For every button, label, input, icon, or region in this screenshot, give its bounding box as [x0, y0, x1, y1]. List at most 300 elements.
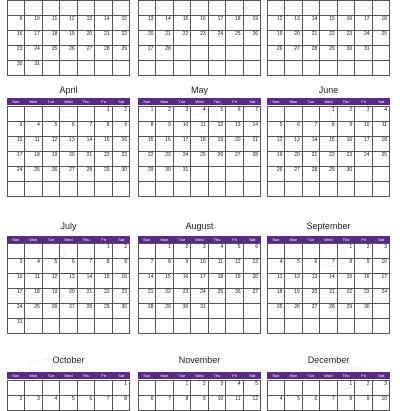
- day-cell: 8: [156, 259, 173, 274]
- day-cell: 17: [25, 31, 42, 46]
- day-cell: 24: [373, 289, 390, 304]
- day-cell: 1: [95, 244, 112, 259]
- day-cell: 31: [25, 61, 42, 76]
- day-cell: [43, 182, 60, 197]
- day-cell: [25, 381, 42, 396]
- day-cell: 15: [95, 274, 112, 289]
- day-cell: [209, 319, 226, 334]
- month-grid: [138, 380, 261, 411]
- month-title: September: [306, 221, 351, 231]
- day-cell: [303, 107, 320, 122]
- day-cell: 13: [226, 122, 243, 137]
- day-cell: 9: [355, 396, 372, 411]
- day-cell: [43, 381, 60, 396]
- day-cell: 22: [95, 152, 112, 167]
- day-cell: 21: [95, 31, 112, 46]
- day-cell: 6: [60, 122, 77, 137]
- day-cell: 1: [338, 381, 355, 396]
- weekday-label: Sat: [249, 237, 256, 242]
- day-cell: 15: [320, 137, 337, 152]
- day-cell: 26: [226, 289, 243, 304]
- weekday-label: Sun: [12, 99, 20, 104]
- day-cell: 11: [268, 274, 285, 289]
- weekday-label: Wed: [324, 99, 333, 104]
- day-cell: 17: [355, 16, 372, 31]
- month-title: October: [52, 355, 85, 365]
- day-cell: 28: [244, 152, 261, 167]
- day-cell: [338, 319, 355, 334]
- day-cell: 17: [355, 137, 372, 152]
- day-cell: 10: [209, 396, 226, 411]
- day-cell: 14: [244, 122, 261, 137]
- day-cell: 17: [209, 16, 226, 31]
- day-cell: 5: [226, 244, 243, 259]
- day-cell: 13: [60, 137, 77, 152]
- day-cell: [25, 107, 42, 122]
- day-cell: 19: [268, 31, 285, 46]
- weekday-label: Mon: [160, 99, 169, 104]
- day-cell: 7: [303, 122, 320, 137]
- month-grid: [267, 380, 390, 411]
- day-cell: 26: [244, 31, 261, 46]
- month-grid: [138, 0, 261, 76]
- day-cell: 4: [209, 244, 226, 259]
- day-cell: 27: [303, 304, 320, 319]
- day-cell: 24: [191, 289, 208, 304]
- day-cell: 29: [113, 46, 130, 61]
- day-cell: [373, 304, 390, 319]
- day-cell: 25: [191, 152, 208, 167]
- day-cell: 22: [320, 152, 337, 167]
- day-cell: [268, 381, 285, 396]
- day-cell: 29: [156, 304, 173, 319]
- weekday-label: Tue: [47, 237, 55, 242]
- day-cell: [355, 1, 372, 16]
- day-cell: 3: [8, 259, 25, 274]
- day-cell: [78, 319, 95, 334]
- day-cell: 9: [174, 259, 191, 274]
- day-cell: 18: [25, 152, 42, 167]
- day-cell: [191, 182, 208, 197]
- month-grid: [7, 0, 130, 76]
- day-cell: 15: [320, 16, 337, 31]
- day-cell: [174, 61, 191, 76]
- day-cell: 29: [139, 167, 156, 182]
- day-cell: [303, 244, 320, 259]
- day-cell: 7: [95, 396, 112, 411]
- day-cell: 12: [268, 137, 285, 152]
- day-cell: 21: [78, 152, 95, 167]
- day-cell: 21: [244, 137, 261, 152]
- weekday-label: Fri: [101, 237, 106, 242]
- weekday-label: Thu: [82, 99, 90, 104]
- day-cell: [373, 46, 390, 61]
- day-cell: 20: [226, 137, 243, 152]
- day-cell: 3: [373, 381, 390, 396]
- day-cell: 2: [338, 107, 355, 122]
- day-cell: [8, 244, 25, 259]
- day-cell: 17: [191, 274, 208, 289]
- day-cell: 18: [25, 289, 42, 304]
- day-cell: 8: [320, 122, 337, 137]
- day-cell: 7: [156, 396, 173, 411]
- day-cell: 27: [60, 167, 77, 182]
- day-cell: 6: [244, 244, 261, 259]
- day-cell: 17: [373, 274, 390, 289]
- day-cell: 23: [113, 289, 130, 304]
- day-cell: 23: [174, 289, 191, 304]
- day-cell: 27: [78, 46, 95, 61]
- day-cell: 1: [320, 107, 337, 122]
- day-cell: 7: [244, 107, 261, 122]
- day-cell: [268, 107, 285, 122]
- day-cell: 30: [156, 167, 173, 182]
- day-cell: 30: [338, 46, 355, 61]
- day-cell: 5: [209, 107, 226, 122]
- weekday-label: Fri: [361, 373, 366, 378]
- day-cell: [78, 61, 95, 76]
- day-cell: 4: [226, 381, 243, 396]
- day-cell: [174, 1, 191, 16]
- day-cell: 15: [338, 274, 355, 289]
- day-cell: 20: [60, 152, 77, 167]
- weekday-label: Thu: [82, 373, 90, 378]
- month-grid: [7, 380, 130, 411]
- day-cell: 1: [113, 381, 130, 396]
- weekday-header: [7, 236, 130, 243]
- day-cell: 7: [78, 259, 95, 274]
- day-cell: 28: [303, 167, 320, 182]
- day-cell: [285, 61, 302, 76]
- day-cell: [320, 319, 337, 334]
- day-cell: 26: [43, 304, 60, 319]
- weekday-label: Thu: [82, 237, 90, 242]
- day-cell: [209, 46, 226, 61]
- day-cell: 12: [60, 16, 77, 31]
- month-grid: [7, 106, 130, 197]
- day-cell: 20: [139, 31, 156, 46]
- day-cell: 2: [156, 107, 173, 122]
- day-cell: 9: [8, 16, 25, 31]
- day-cell: [209, 167, 226, 182]
- month-title: May: [190, 85, 208, 95]
- day-cell: 21: [78, 289, 95, 304]
- day-cell: 27: [226, 152, 243, 167]
- day-cell: [8, 182, 25, 197]
- day-cell: 29: [338, 304, 355, 319]
- weekday-label: Sun: [272, 373, 280, 378]
- day-cell: 6: [139, 396, 156, 411]
- day-cell: [43, 1, 60, 16]
- weekday-header: [138, 372, 261, 379]
- month-grid: [267, 0, 390, 76]
- day-cell: 22: [320, 31, 337, 46]
- day-cell: 11: [25, 274, 42, 289]
- day-cell: 4: [25, 122, 42, 137]
- day-cell: [113, 319, 130, 334]
- day-cell: 8: [113, 396, 130, 411]
- day-cell: [139, 319, 156, 334]
- day-cell: 10: [373, 259, 390, 274]
- day-cell: 11: [25, 137, 42, 152]
- day-cell: 10: [191, 259, 208, 274]
- day-cell: 3: [191, 244, 208, 259]
- day-cell: 3: [8, 122, 25, 137]
- day-cell: [8, 107, 25, 122]
- day-cell: [60, 61, 77, 76]
- day-cell: 2: [113, 107, 130, 122]
- day-cell: 30: [113, 167, 130, 182]
- day-cell: 4: [191, 107, 208, 122]
- day-cell: 17: [8, 289, 25, 304]
- day-cell: 24: [209, 31, 226, 46]
- weekday-label: Mon: [160, 237, 169, 242]
- day-cell: 23: [355, 289, 372, 304]
- day-cell: 4: [373, 107, 390, 122]
- day-cell: 8: [95, 259, 112, 274]
- day-cell: 15: [156, 274, 173, 289]
- day-cell: [320, 1, 337, 16]
- day-cell: 25: [209, 289, 226, 304]
- day-cell: 26: [285, 304, 302, 319]
- day-cell: 19: [285, 289, 302, 304]
- day-cell: 12: [43, 274, 60, 289]
- weekday-label: Thu: [342, 373, 350, 378]
- day-cell: 23: [191, 31, 208, 46]
- day-cell: 21: [303, 31, 320, 46]
- weekday-label: Wed: [64, 99, 73, 104]
- day-cell: [209, 304, 226, 319]
- day-cell: [139, 1, 156, 16]
- day-cell: [25, 182, 42, 197]
- day-cell: 16: [174, 274, 191, 289]
- day-cell: [226, 1, 243, 16]
- day-cell: 15: [139, 137, 156, 152]
- day-cell: 13: [78, 16, 95, 31]
- day-cell: [320, 61, 337, 76]
- day-cell: 6: [226, 107, 243, 122]
- day-cell: 18: [373, 16, 390, 31]
- weekday-label: Wed: [195, 237, 204, 242]
- day-cell: [338, 1, 355, 16]
- day-cell: [338, 61, 355, 76]
- weekday-label: Sun: [272, 99, 280, 104]
- day-cell: 10: [8, 137, 25, 152]
- day-cell: 27: [285, 46, 302, 61]
- day-cell: 21: [320, 289, 337, 304]
- day-cell: [191, 61, 208, 76]
- weekday-label: Sun: [143, 237, 151, 242]
- weekday-label: Thu: [213, 99, 221, 104]
- day-cell: 26: [268, 167, 285, 182]
- day-cell: 16: [355, 274, 372, 289]
- weekday-label: Sat: [378, 237, 385, 242]
- month-title: April: [59, 85, 78, 95]
- day-cell: 15: [113, 16, 130, 31]
- day-cell: 17: [8, 152, 25, 167]
- day-cell: [226, 304, 243, 319]
- day-cell: 31: [191, 304, 208, 319]
- day-cell: 14: [78, 137, 95, 152]
- day-cell: 24: [355, 152, 372, 167]
- day-cell: 14: [95, 16, 112, 31]
- day-cell: [78, 182, 95, 197]
- day-cell: [355, 61, 372, 76]
- weekday-label: Tue: [178, 99, 186, 104]
- day-cell: 23: [113, 152, 130, 167]
- day-cell: 27: [285, 167, 302, 182]
- day-cell: [373, 61, 390, 76]
- day-cell: 20: [60, 289, 77, 304]
- day-cell: [285, 244, 302, 259]
- day-cell: [268, 1, 285, 16]
- day-cell: [113, 61, 130, 76]
- day-cell: [373, 182, 390, 197]
- day-cell: 27: [60, 304, 77, 319]
- day-cell: 8: [338, 259, 355, 274]
- day-cell: 31: [8, 319, 25, 334]
- day-cell: 13: [285, 137, 302, 152]
- day-cell: [174, 319, 191, 334]
- day-cell: 22: [95, 289, 112, 304]
- weekday-label: Wed: [324, 237, 333, 242]
- day-cell: [355, 167, 372, 182]
- day-cell: 21: [303, 152, 320, 167]
- day-cell: 10: [373, 396, 390, 411]
- day-cell: 25: [226, 31, 243, 46]
- day-cell: [244, 304, 261, 319]
- day-cell: [226, 61, 243, 76]
- day-cell: [226, 319, 243, 334]
- day-cell: 7: [139, 259, 156, 274]
- day-cell: [95, 319, 112, 334]
- day-cell: 14: [303, 137, 320, 152]
- day-cell: 8: [139, 122, 156, 137]
- day-cell: [303, 319, 320, 334]
- day-cell: [95, 182, 112, 197]
- weekday-label: Fri: [101, 99, 106, 104]
- day-cell: 13: [303, 274, 320, 289]
- day-cell: 26: [268, 46, 285, 61]
- day-cell: 7: [78, 122, 95, 137]
- weekday-label: Fri: [232, 373, 237, 378]
- day-cell: 2: [113, 244, 130, 259]
- day-cell: [78, 381, 95, 396]
- day-cell: 6: [303, 259, 320, 274]
- day-cell: 20: [303, 289, 320, 304]
- day-cell: 1: [338, 244, 355, 259]
- day-cell: [8, 1, 25, 16]
- day-cell: 22: [156, 289, 173, 304]
- day-cell: 15: [174, 16, 191, 31]
- day-cell: 6: [285, 122, 302, 137]
- day-cell: [244, 319, 261, 334]
- day-cell: 5: [285, 259, 302, 274]
- day-cell: [226, 182, 243, 197]
- day-cell: 19: [226, 274, 243, 289]
- day-cell: 11: [226, 396, 243, 411]
- day-cell: 25: [268, 304, 285, 319]
- day-cell: 29: [95, 304, 112, 319]
- weekday-label: Fri: [101, 373, 106, 378]
- day-cell: [95, 381, 112, 396]
- weekday-header: [267, 98, 390, 105]
- day-cell: 5: [268, 122, 285, 137]
- day-cell: 24: [355, 31, 372, 46]
- weekday-label: Wed: [324, 373, 333, 378]
- day-cell: 16: [338, 137, 355, 152]
- day-cell: 24: [25, 46, 42, 61]
- day-cell: [191, 319, 208, 334]
- day-cell: [268, 61, 285, 76]
- weekday-label: Sun: [12, 373, 20, 378]
- day-cell: [285, 107, 302, 122]
- day-cell: 9: [113, 259, 130, 274]
- weekday-label: Tue: [47, 99, 55, 104]
- day-cell: 14: [156, 16, 173, 31]
- month-title: November: [178, 355, 221, 365]
- day-cell: [25, 319, 42, 334]
- day-cell: [373, 1, 390, 16]
- day-cell: 4: [268, 259, 285, 274]
- day-cell: 27: [244, 289, 261, 304]
- day-cell: [268, 319, 285, 334]
- day-cell: [78, 107, 95, 122]
- day-cell: 5: [43, 122, 60, 137]
- day-cell: [156, 61, 173, 76]
- day-cell: 25: [373, 152, 390, 167]
- day-cell: [320, 381, 337, 396]
- day-cell: 5: [43, 259, 60, 274]
- day-cell: 2: [8, 396, 25, 411]
- month-grid: [7, 243, 130, 334]
- day-cell: [60, 381, 77, 396]
- day-cell: [78, 1, 95, 16]
- day-cell: 16: [191, 16, 208, 31]
- weekday-label: Mon: [29, 373, 38, 378]
- day-cell: 23: [8, 46, 25, 61]
- day-cell: 9: [355, 259, 372, 274]
- weekday-label: Mon: [289, 237, 298, 242]
- day-cell: 21: [156, 31, 173, 46]
- day-cell: [303, 381, 320, 396]
- day-cell: 28: [320, 304, 337, 319]
- day-cell: [285, 182, 302, 197]
- day-cell: 9: [156, 122, 173, 137]
- month-title: December: [307, 355, 350, 365]
- weekday-header: [138, 98, 261, 105]
- day-cell: 29: [320, 167, 337, 182]
- day-cell: 1: [156, 244, 173, 259]
- day-cell: [226, 46, 243, 61]
- day-cell: 4: [268, 396, 285, 411]
- day-cell: [285, 381, 302, 396]
- day-cell: 19: [43, 289, 60, 304]
- day-cell: [156, 1, 173, 16]
- day-cell: 14: [78, 274, 95, 289]
- day-cell: 6: [78, 396, 95, 411]
- day-cell: [209, 182, 226, 197]
- weekday-label: Fri: [232, 99, 237, 104]
- day-cell: 10: [355, 122, 372, 137]
- day-cell: 22: [139, 152, 156, 167]
- day-cell: 13: [60, 274, 77, 289]
- day-cell: [209, 1, 226, 16]
- day-cell: 9: [113, 122, 130, 137]
- day-cell: 29: [95, 167, 112, 182]
- day-cell: [139, 182, 156, 197]
- day-cell: [373, 167, 390, 182]
